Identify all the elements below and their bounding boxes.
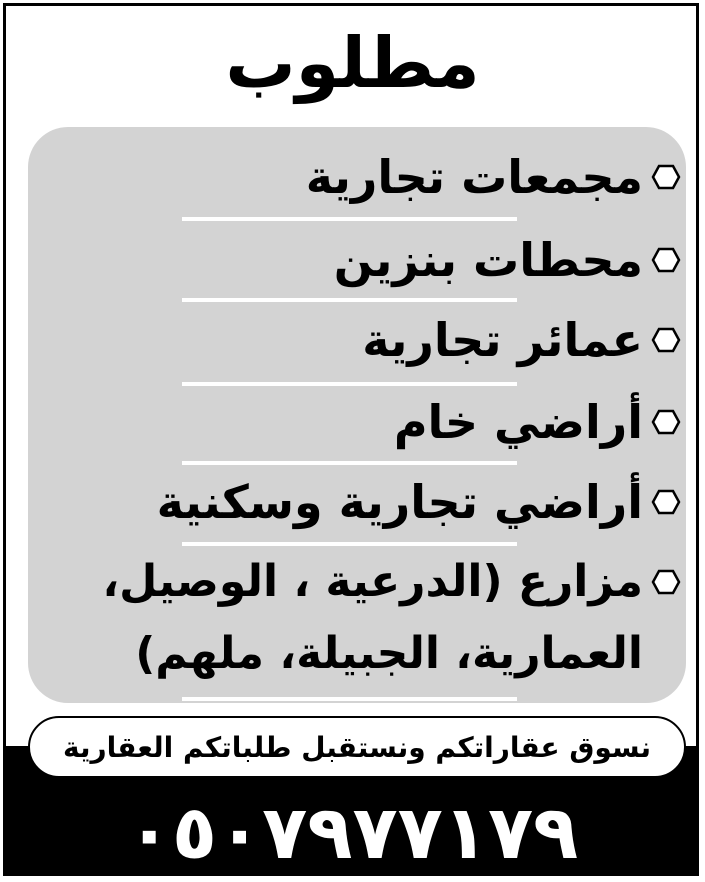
separator-line [182, 217, 517, 221]
separator-line [182, 697, 517, 701]
separator-line [182, 461, 517, 465]
list-item: مزارع (الدرعية ، الوصيل، [102, 556, 681, 607]
phone-number: ٠٥٠٧٩٧٧١٧٩ [126, 790, 579, 876]
separator-line [182, 382, 517, 386]
hexagon-bullet-icon [651, 409, 681, 435]
list-item: أراضي خام [394, 395, 681, 449]
list-item: عمائر تجارية [362, 313, 681, 367]
tagline-pill: نسوق عقاراتكم ونستقبل طلباتكم العقارية [28, 716, 686, 778]
ad-title: مطلوب [225, 22, 480, 104]
hexagon-bullet-icon [651, 327, 681, 353]
hexagon-bullet-icon [651, 489, 681, 515]
list-item-continuation: العمارية، الجبيلة، ملهم) [135, 628, 643, 679]
hexagon-bullet-icon [651, 247, 681, 273]
list-item: محطات بنزين [334, 233, 681, 287]
hexagon-bullet-icon [651, 164, 681, 190]
separator-line [182, 542, 517, 546]
list-item: مجمعات تجارية [306, 150, 681, 204]
list-item: أراضي تجارية وسكنية [157, 475, 681, 529]
separator-line [182, 298, 517, 302]
hexagon-bullet-icon [651, 569, 681, 595]
